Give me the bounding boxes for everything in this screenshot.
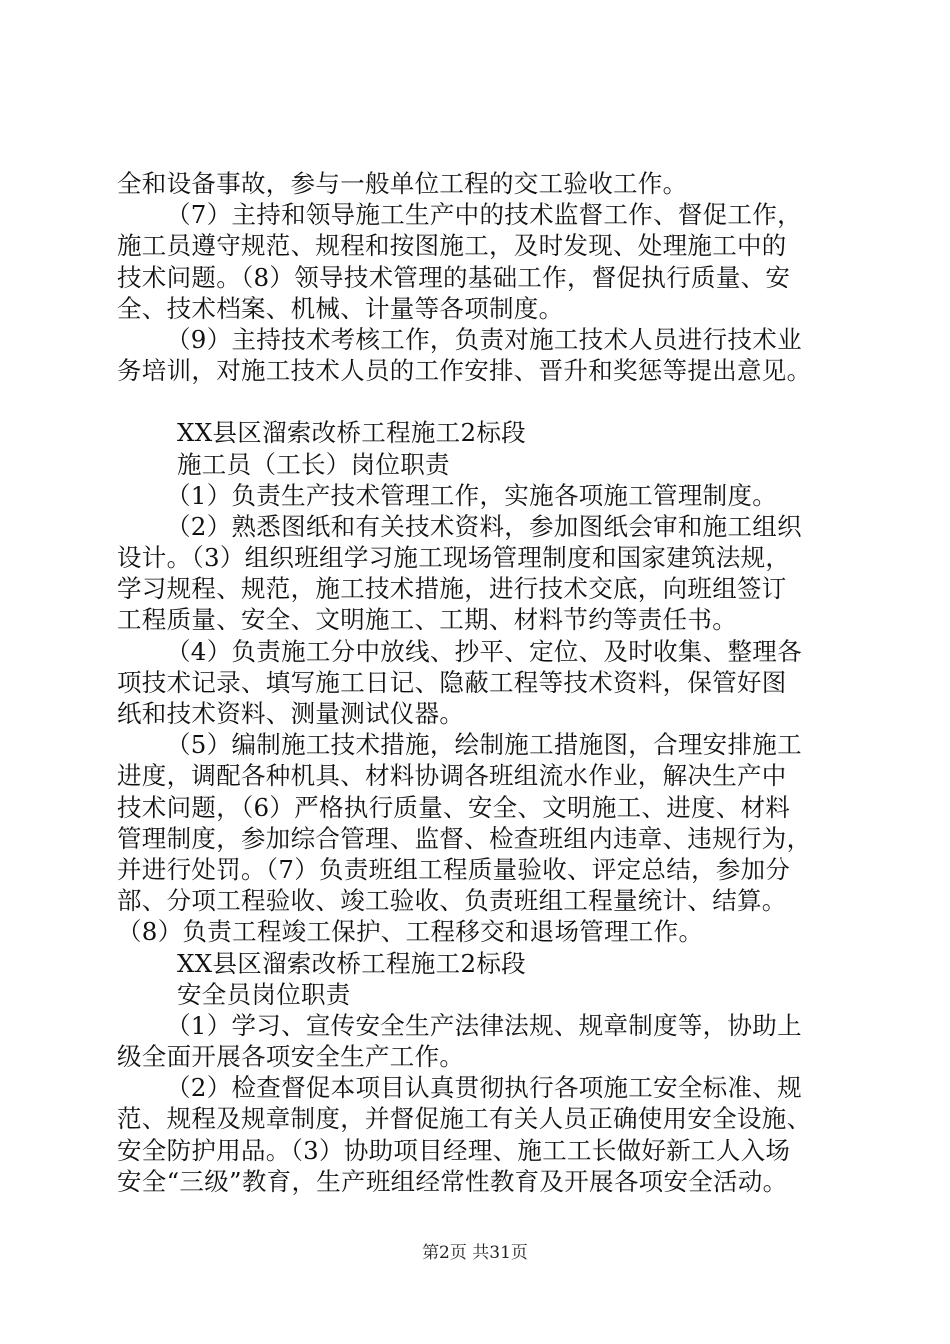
text-line: 并进行处罚。（7）负责班组工程质量验收、评定总结，参加分 bbox=[117, 854, 791, 884]
text-line: 技术问题，（6）严格执行质量、安全、文明施工、进度、材料 bbox=[117, 792, 791, 822]
text-line: （1）学习、宣传安全生产法律法规、规章制度等，协助上 bbox=[166, 1010, 802, 1040]
text-line: （2）熟悉图纸和有关技术资料，参加图纸会审和施工组织 bbox=[166, 511, 802, 541]
section-title: 安全员岗位职责 bbox=[177, 979, 351, 1009]
text-line: （1）负责生产技术管理工作，实施各项施工管理制度。 bbox=[166, 480, 778, 510]
text-line: 安全防护用品。（3）协助项目经理、施工工长做好新工人入场 bbox=[117, 1135, 791, 1165]
text-line: 进度，调配各种机具、材料协调各班组流水作业，解决生产中 bbox=[117, 761, 787, 791]
section-heading: XX县区溜索改桥工程施工2标段 bbox=[177, 948, 526, 978]
text-line: 务培训，对施工技术人员的工作安排、晋升和奖惩等提出意见。 bbox=[117, 356, 812, 386]
text-line: （7）主持和领导施工生产中的技术监督工作、督促工作， bbox=[166, 200, 802, 230]
page-footer: 第2页 共31页 bbox=[422, 1243, 528, 1263]
text-line: 学习规程、规范，施工技术措施，进行技术交底，向班组签订 bbox=[117, 574, 787, 604]
section-heading: XX县区溜索改桥工程施工2标段 bbox=[177, 418, 526, 448]
text-line: 项技术记录、填写施工日记、隐蔽工程等技术资料，保管好图 bbox=[117, 667, 787, 697]
text-line: 管理制度，参加综合管理、监督、检查班组内违章、违规行为， bbox=[117, 823, 812, 853]
text-line: 纸和技术资料、测量测试仪器。 bbox=[117, 699, 465, 728]
text-line: 施工员遵守规范、规程和按图施工，及时发现、处理施工中的 bbox=[117, 231, 787, 261]
text-line: 全和设备事故，参与一般单位工程的交工验收工作。 bbox=[117, 169, 688, 198]
text-line: （8）负责工程竣工保护、工程移交和退场管理工作。 bbox=[117, 917, 704, 947]
text-line: （2）检查督促本项目认真贯彻执行各项施工安全标准、规 bbox=[166, 1073, 802, 1103]
paragraph-gap bbox=[117, 386, 847, 417]
text-line: 安全“三级”教育，生产班组经常性教育及开展各项安全活动。 bbox=[117, 1166, 788, 1196]
text-line: 工程质量、安全、文明施工、工期、材料节约等责任书。 bbox=[117, 605, 737, 635]
text-line: 级全面开展各项安全生产工作。 bbox=[117, 1042, 465, 1072]
text-line: （5）编制施工技术措施，绘制施工措施图，合理安排施工 bbox=[166, 730, 802, 760]
text-line: 技术问题。（8）领导技术管理的基础工作，督促执行质量、安 bbox=[117, 262, 791, 292]
text-line: 范、规程及规章制度，并督促施工有关人员正确使用安全设施、 bbox=[117, 1104, 812, 1134]
section-title: 施工员（工长）岗位职责 bbox=[177, 449, 450, 479]
text-line: 部、分项工程验收、竣工验收、负责班组工程量统计、结算。 bbox=[117, 886, 787, 916]
text-line: 设计。（3）组织班组学习施工现场管理制度和国家建筑法规， bbox=[117, 543, 791, 573]
text-line: （9）主持技术考核工作，负责对施工技术人员进行技术业 bbox=[166, 324, 802, 354]
text-line: 全、技术档案、机械、计量等各项制度。 bbox=[117, 293, 564, 323]
document-body bbox=[117, 168, 847, 1197]
text-line: （4）负责施工分中放线、抄平、定位、及时收集、整理各 bbox=[166, 636, 802, 666]
